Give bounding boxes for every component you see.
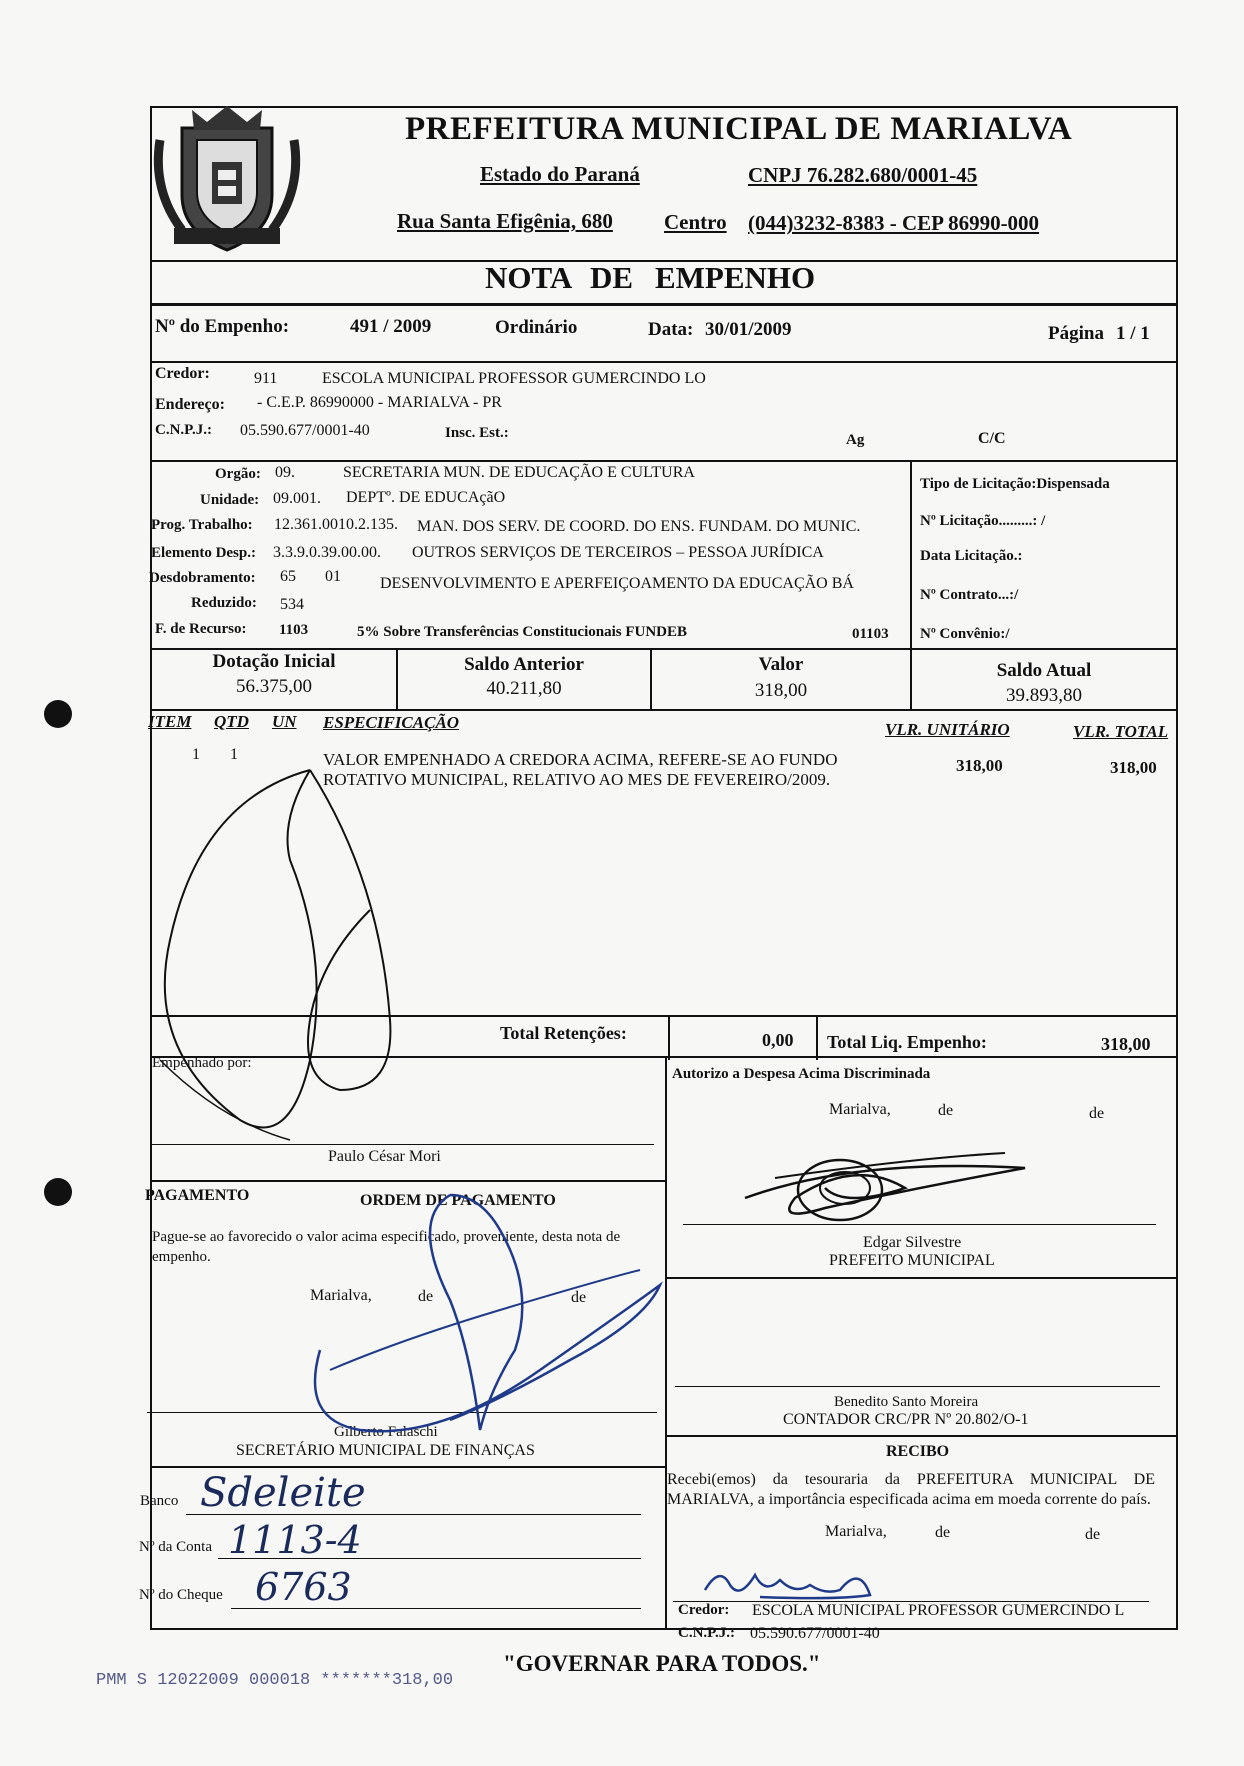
signature-empenhado	[140, 760, 440, 1150]
divider	[150, 361, 1178, 363]
pagamento-de1: de	[418, 1288, 434, 1305]
empenho-type: Ordinário	[495, 317, 578, 338]
recurso-name: 5% Sobre Transferências Constitucionais FUNDEB	[357, 624, 688, 640]
unidade-code: 09.001.	[273, 490, 321, 507]
saldo-anterior-value: 40.211,80	[486, 678, 562, 699]
item-number: 1	[192, 746, 200, 763]
divider	[150, 460, 1178, 462]
saldo-atual-label: Saldo Atual	[996, 660, 1092, 681]
divider	[150, 709, 1178, 711]
contador-role: CONTADOR CRC/PR Nº 20.802/O-1	[783, 1411, 1029, 1428]
prefeito-role: PREFEITO MUNICIPAL	[829, 1252, 995, 1269]
pagamento-label: PAGAMENTO	[145, 1187, 250, 1204]
divider	[150, 303, 1178, 306]
prefeito-name: Edgar Silvestre	[863, 1234, 962, 1251]
state-label: Estado do Paraná	[480, 162, 640, 186]
banco-handwritten: Sdeleite	[200, 1470, 366, 1516]
orgao-name: SECRETARIA MUN. DE EDUCAÇÃO E CULTURA	[343, 464, 695, 481]
pagamento-city: Marialva,	[310, 1287, 372, 1304]
punch-hole-top	[44, 700, 72, 728]
retencoes-label: Total Retenções:	[500, 1023, 627, 1043]
divider	[150, 648, 1178, 650]
elemento-code: 3.3.9.0.39.00.00.	[273, 544, 381, 561]
contador-name: Benedito Santo Moreira	[834, 1394, 979, 1410]
divider	[665, 1435, 1178, 1437]
col-header-item: ITEM	[148, 712, 192, 731]
coat-of-arms-logo	[152, 100, 302, 258]
divider	[150, 1180, 667, 1182]
empenho-number-label: Nº do Empenho:	[155, 316, 290, 337]
recurso-number: 01103	[852, 626, 889, 642]
unidade-name: DEPTº. DE EDUCAçãO	[346, 489, 506, 506]
frame-top	[150, 106, 1178, 108]
tipo-licitacao: Tipo de Licitação:Dispensada	[920, 476, 1110, 492]
dotacao-value: 56.375,00	[236, 676, 312, 697]
liq-empenho-value: 318,00	[1101, 1034, 1151, 1054]
doc-title-de: DE	[590, 260, 634, 295]
saldo-anterior-label: Saldo Anterior	[464, 654, 584, 675]
autorizo-label: Autorizo a Despesa Acima Discriminada	[672, 1066, 931, 1082]
credor-label: Credor:	[155, 365, 210, 382]
frame-right	[1176, 106, 1178, 1630]
ordem-pagamento-label: ORDEM DE PAGAMENTO	[360, 1192, 556, 1209]
col-header-qtd: QTD	[214, 712, 249, 731]
numero-convenio: Nº Convênio:/	[920, 626, 1010, 642]
item-spec-line1: VALOR EMPENHADO A CREDORA ACIMA, REFERE-SE AO FUNDO	[323, 750, 838, 769]
pagamento-de2: de	[571, 1289, 587, 1306]
signature-secretario	[300, 1190, 670, 1450]
col-header-especificacao: ESPECIFICAÇÃO	[323, 713, 460, 732]
signature-prefeito	[735, 1148, 1035, 1238]
item-unit-value: 318,00	[956, 756, 1003, 775]
conta-handwritten: 1113-4	[228, 1518, 362, 1562]
numero-contrato: Nº Contrato...:/	[920, 587, 1019, 603]
liq-empenho-label: Total Liq. Empenho:	[827, 1032, 987, 1052]
recibo-title: RECIBO	[886, 1443, 950, 1460]
prog-name: MAN. DOS SERV. DE COORD. DO ENS. FUNDAM. DO MUNIC.	[417, 518, 861, 535]
page-title: PREFEITURA MUNICIPAL DE MARIALVA	[405, 111, 1073, 147]
banco-label: Banco	[140, 1493, 179, 1509]
conta-label: Nº da Conta	[139, 1539, 212, 1555]
unidade-label: Unidade:	[200, 492, 260, 508]
divider	[150, 1466, 667, 1468]
recibo-cnpj-label: C.N.P.J.:	[678, 1625, 735, 1641]
recibo-de1: de	[935, 1524, 951, 1541]
credor-address: - C.E.P. 86990000 - MARIALVA - PR	[257, 394, 502, 411]
frame-bottom	[150, 1628, 1178, 1630]
page-label: Página	[1048, 323, 1104, 344]
recurso-code: 1103	[279, 622, 309, 638]
desdobramento-sub: 01	[325, 568, 341, 585]
desdobramento-name: DESENVOLVIMENTO E APERFEIÇOAMENTO DA EDUCAÇÃO BÁ	[380, 575, 854, 592]
desdobramento-label: Desdobramento:	[149, 570, 256, 586]
empenho-number: 491 / 2009	[350, 316, 432, 337]
punch-hole-bottom	[44, 1178, 72, 1206]
credor-name: ESCOLA MUNICIPAL PROFESSOR GUMERCINDO LO	[322, 370, 706, 387]
agency-label: Ag	[846, 432, 865, 448]
secretario-role: SECRETÁRIO MUNICIPAL DE FINANÇAS	[236, 1442, 535, 1459]
col-header-vlr-unitario: VLR. UNITÁRIO	[885, 720, 1010, 739]
data-licitacao: Data Licitação.:	[920, 548, 1023, 564]
recibo-city: Marialva,	[825, 1523, 887, 1540]
recurso-label: F. de Recurso:	[155, 621, 247, 637]
credor-code: 911	[254, 370, 278, 387]
recibo-credor-label: Credor:	[678, 1602, 730, 1618]
cheque-handwritten: 6763	[255, 1565, 352, 1609]
cheque-label: Nº do Cheque	[139, 1587, 223, 1603]
divider	[668, 1015, 670, 1060]
pague-text: Pague-se ao favorecido o valor acima especificado, proveniente, desta nota de empenho.	[152, 1229, 621, 1265]
empenho-date: 30/01/2009	[705, 319, 792, 340]
payment-stamp: PMM S 12022009 000018 *******318,00	[96, 1671, 454, 1690]
saldo-atual-value: 39.893,80	[1006, 685, 1082, 706]
autorizo-de1: de	[938, 1102, 954, 1119]
address-label: Endereço:	[155, 396, 225, 413]
cnpj-field-label: C.N.P.J.:	[155, 422, 212, 438]
prog-label: Prog. Trabalho:	[151, 517, 253, 533]
elemento-label: Elemento Desp.:	[151, 545, 256, 561]
autorizo-city: Marialva,	[829, 1101, 891, 1118]
col-header-vlr-total: VLR. TOTAL	[1073, 722, 1169, 741]
account-label: C/C	[978, 430, 1006, 447]
page-number: 1 / 1	[1116, 323, 1150, 344]
item-qty: 1	[230, 746, 238, 763]
orgao-code: 09.	[275, 464, 295, 481]
empenhado-name: Paulo César Mori	[328, 1148, 441, 1165]
orgao-label: Orgão:	[215, 466, 261, 482]
empenhado-label: Empenhado por:	[152, 1055, 252, 1071]
divider	[675, 1386, 1160, 1387]
recibo-de2: de	[1085, 1526, 1101, 1543]
elemento-name: OUTROS SERVIÇOS DE TERCEIROS – PESSOA JURÍDICA	[412, 544, 824, 561]
secretario-name: Gilberto Falaschi	[334, 1424, 438, 1440]
valor-label: Valor	[758, 654, 804, 675]
recibo-cnpj: 05.590.677/0001-40	[750, 1625, 880, 1642]
doc-title-empenho: EMPENHO	[655, 260, 816, 295]
doc-title-nota: NOTA	[485, 260, 573, 295]
valor-value: 318,00	[754, 680, 808, 701]
col-header-un: UN	[272, 712, 297, 731]
phone-cep: (044)3232-8383 - CEP 86990-000	[748, 211, 1040, 235]
reduzido-label: Reduzido:	[191, 595, 257, 611]
signature-recibo	[700, 1555, 880, 1605]
slogan: "GOVERNAR PARA TODOS."	[503, 1651, 821, 1676]
divider	[665, 1277, 1178, 1279]
credor-cnpj: 05.590.677/0001-40	[240, 422, 370, 439]
retencoes-value: 0,00	[762, 1030, 794, 1050]
district: Centro	[664, 210, 727, 234]
insc-est-label: Insc. Est.:	[445, 425, 509, 441]
numero-licitacao: Nº Licitação.........: /	[920, 513, 1046, 529]
reduzido-value: 534	[280, 596, 304, 613]
date-label: Data:	[648, 319, 694, 340]
autorizo-de2: de	[1089, 1105, 1105, 1122]
recibo-text: Recebi(emos) da tesouraria da PREFEITURA MUNICIPAL DE MARIALVA, a importância especificada acima em moeda corrente do país.	[667, 1471, 1155, 1508]
recibo-credor-name: ESCOLA MUNICIPAL PROFESSOR GUMERCINDO L	[752, 1602, 1125, 1619]
street-address: Rua Santa Efigênia, 680	[397, 209, 613, 233]
divider	[816, 1015, 818, 1060]
cnpj-label: CNPJ 76.282.680/0001-45	[748, 163, 978, 187]
prog-code: 12.361.0010.2.135.	[274, 516, 398, 533]
item-spec-line2: ROTATIVO MUNICIPAL, RELATIVO AO MES DE FEVEREIRO/2009.	[323, 770, 831, 789]
item-total-value: 318,00	[1110, 758, 1157, 777]
dotacao-label: Dotação Inicial	[212, 651, 336, 672]
desdobramento-code: 65	[280, 568, 296, 585]
